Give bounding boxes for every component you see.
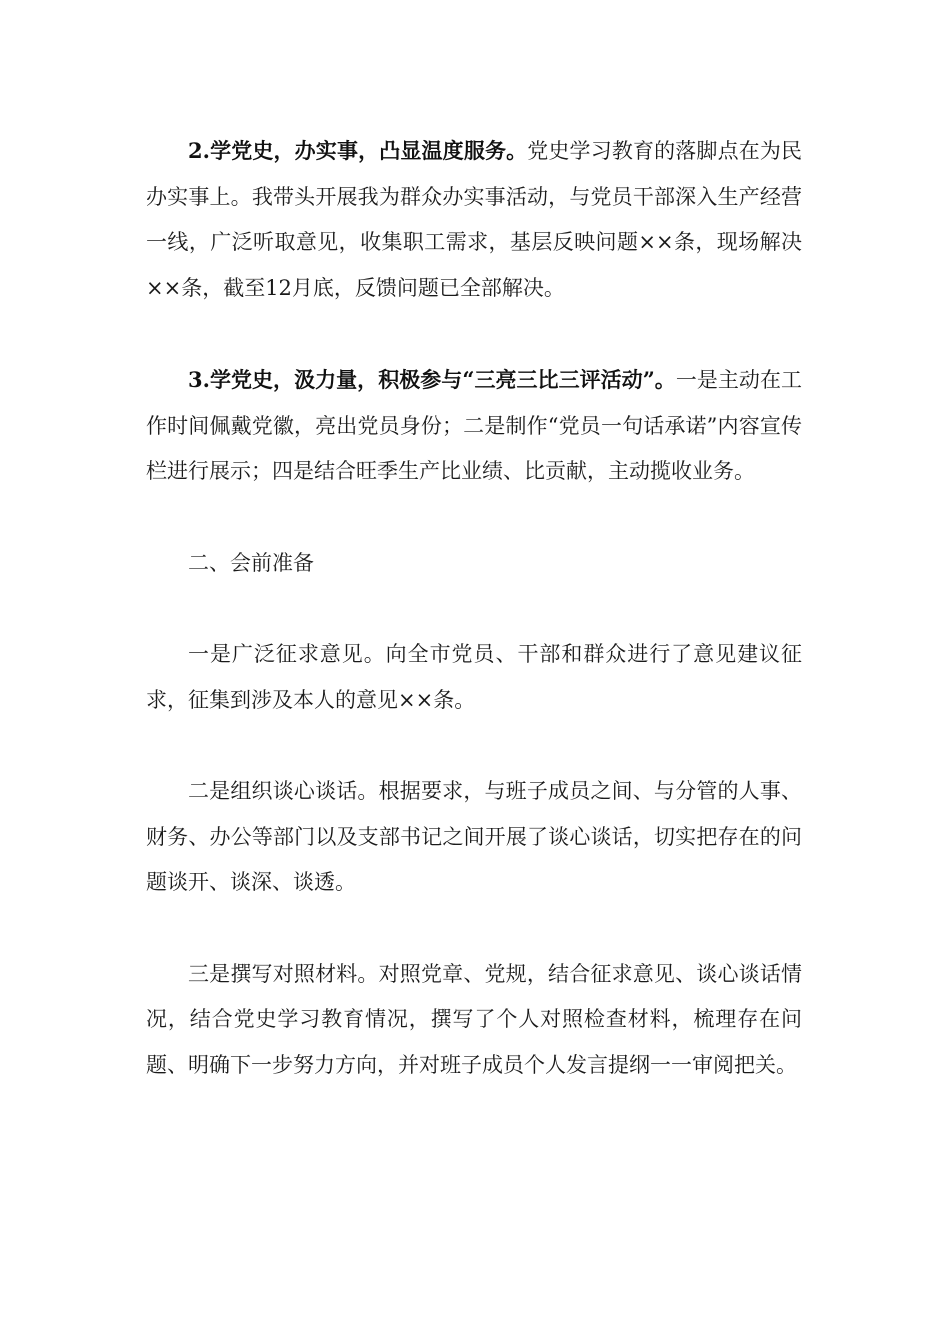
paragraph-2 — [146, 357, 802, 495]
paragraph-1 — [146, 128, 802, 311]
section-heading — [146, 541, 802, 587]
paragraph-2-text: 一是主动在工作时间佩戴党徽，亮出党员身份；二是制作“党员一句话承诺”内容宣传栏进行展示；四是结合旺季生产比业绩、比贡献，主动揽收业务。 — [146, 368, 802, 483]
paragraph-5 — [146, 952, 802, 1089]
paragraph-3 — [146, 632, 802, 723]
section-heading-text: 二、会前准备 — [188, 550, 314, 575]
paragraph-5-text: 三是撰写对照材料。对照党章、党规，结合征求意见、谈心谈话情况，结合党史学习教育情况，撰写了个人对照检查材料，梳理存在问题、明确下一步努力方向，并对班子成员个人发言提纲一一审阅把关。 — [146, 961, 802, 1077]
paragraph-3-text: 一是广泛征求意见。向全市党员、干部和群众进行了意见建议征求，征集到涉及本人的意见××条。 — [146, 642, 802, 712]
paragraph-1-text: 党史学习教育的落脚点在为民办实事上。我带头开展我为群众办实事活动，与党员干部深入生产经营一线，广泛听取意见，收集职工需求，基层反映问题××条，现场解决××条，截至12月底，反馈问题已全部解决。 — [146, 139, 803, 300]
document-body — [146, 128, 802, 1088]
paragraph-4-text: 二是组织谈心谈话。根据要求，与班子成员之间、与分管的人事、财务、办公等部门以及支部书记之间开展了谈心谈话，切实把存在的问题谈开、谈深、谈透。 — [146, 779, 802, 894]
paragraph-2-heading: 3.学党史，汲力量，积极参与“三亮三比三评活动”。 — [188, 367, 676, 392]
paragraph-1-heading: 2.学党史，办实事，凸显温度服务。 — [188, 138, 528, 163]
paragraph-4 — [146, 769, 802, 906]
